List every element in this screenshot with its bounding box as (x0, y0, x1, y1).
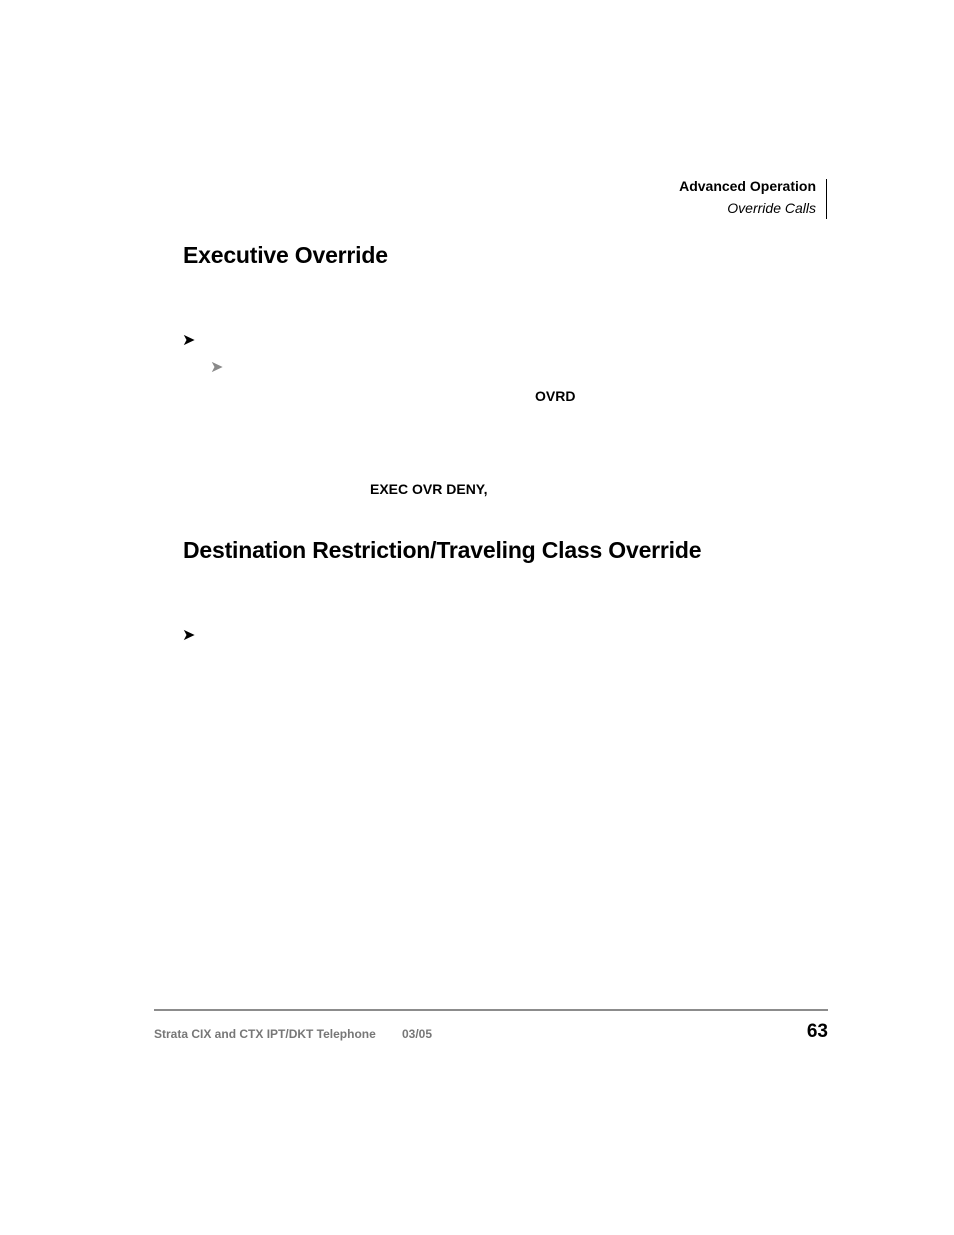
running-header-section: Advanced Operation (679, 178, 816, 194)
section-heading-destination-restriction: Destination Restriction/Traveling Class Override (183, 537, 702, 563)
footer-rule (154, 1009, 828, 1011)
keyword-exec-ovr-deny: EXEC OVR DENY, (370, 481, 488, 497)
step-arrow-icon: ➤ (182, 332, 196, 349)
running-header-subsection: Override Calls (727, 200, 816, 216)
section-heading-executive-override: Executive Override (183, 242, 388, 268)
header-rule (826, 179, 827, 219)
page-number: 63 (806, 1021, 828, 1042)
sub-step-arrow-icon: ➤ (210, 359, 224, 376)
footer-book-title: Strata CIX and CTX IPT/DKT Telephone (154, 1027, 376, 1041)
footer-date: 03/05 (402, 1027, 433, 1041)
step-arrow-icon: ➤ (182, 627, 196, 644)
keyword-ovrd: OVRD (535, 388, 576, 404)
